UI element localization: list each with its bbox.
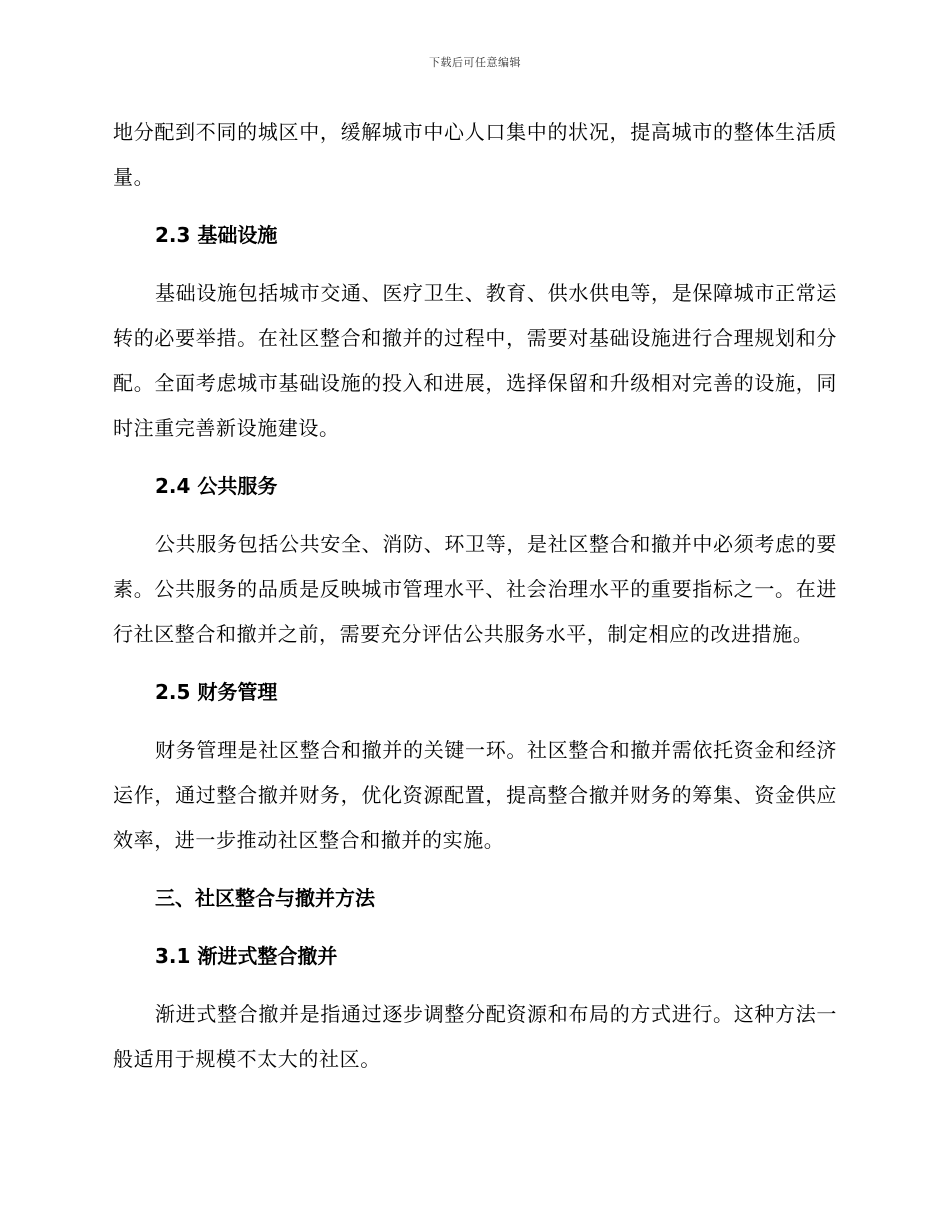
chapter-heading-3: 三、社区整合与撤并方法	[155, 886, 375, 910]
section-heading-2-5: 2.5 财务管理	[155, 680, 278, 704]
paragraph-financial-management: 财务管理是社区整合和撤并的关键一环。社区整合和撤并需依托资金和经济运作，通过整合撤并财务，优化资源配置，提高整合撤并财务的筹集、资金供应效率，进一步推动社区整合和撤并的实施。	[113, 738, 837, 852]
section-heading-2-3: 2.3 基础设施	[155, 223, 278, 247]
document-body	[113, 110, 837, 1082]
paragraph-infrastructure: 基础设施包括城市交通、医疗卫生、教育、供水供电等，是保障城市正常运转的必要举措。在社区整合和撤并的过程中，需要对基础设施进行合理规划和分配。全面考虑城市基础设施的投入和进展，选择保留和升级相对完善的设施，同时注重完善新设施建设。	[113, 281, 837, 440]
paragraph-public-service: 公共服务包括公共安全、消防、环卫等，是社区整合和撤并中必须考虑的要素。公共服务的品质是反映城市管理水平、社会治理水平的重要指标之一。在进行社区整合和撤并之前，需要充分评估公共服务水平，制定相应的改进措施。	[113, 532, 837, 646]
paragraph-continuation: 地分配到不同的城区中，缓解城市中心人口集中的状况，提高城市的整体生活质量。	[113, 120, 837, 189]
page-header-note: 下载后可任意编辑	[429, 56, 521, 69]
section-heading-2-4: 2.4 公共服务	[155, 474, 278, 498]
paragraph-gradual-integration: 渐进式整合撤并是指通过逐步调整分配资源和布局的方式进行。这种方法一般适用于规模不太大的社区。	[113, 1002, 837, 1071]
section-heading-3-1: 3.1 渐进式整合撤并	[155, 944, 338, 968]
